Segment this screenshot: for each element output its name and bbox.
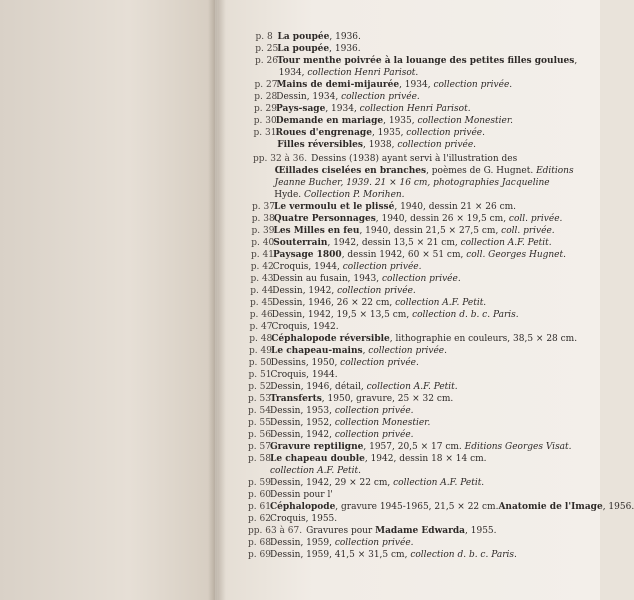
collection-note: collection d. b. c. Paris. bbox=[412, 310, 519, 320]
list-item bbox=[252, 226, 555, 237]
list-item bbox=[248, 550, 517, 561]
work-title: Gravure reptiligne bbox=[270, 442, 364, 452]
page-number: p. 38 bbox=[251, 214, 275, 224]
collection-note: collection Henri Parisot. bbox=[359, 104, 471, 114]
work-details: , dessin 1942, 60 × 51 cm, bbox=[341, 250, 467, 260]
list-item bbox=[253, 154, 517, 165]
work-details: , 1940, dessin 21 × 26 cm. bbox=[394, 202, 517, 212]
work-details: Dessin, 1946, détail, bbox=[270, 382, 367, 392]
collection-note: collection privée. bbox=[433, 80, 513, 90]
work-details: , 1956. bbox=[602, 502, 634, 512]
page-number: p. 44 bbox=[250, 286, 274, 296]
list-item bbox=[252, 202, 516, 213]
page-number: p. 49 bbox=[249, 346, 272, 356]
work-details: Croquis, 1942. bbox=[271, 322, 339, 332]
work-details: Dessin, 1953, bbox=[270, 406, 335, 416]
list-item bbox=[254, 104, 471, 115]
work-title: Céphalopode bbox=[270, 502, 336, 512]
page-number: p. 62 bbox=[248, 514, 271, 524]
work-details: , 1942, dessin 18 × 14 cm. bbox=[364, 454, 487, 464]
list-item bbox=[248, 538, 414, 549]
work-details: , 1934, bbox=[399, 80, 434, 90]
list-item bbox=[255, 56, 577, 67]
list-item bbox=[270, 466, 361, 477]
work-details: Dessin, 1942, bbox=[272, 286, 338, 296]
work-title: Filles réversibles bbox=[277, 140, 363, 150]
work-details: Dessin, 1942, 19,5 × 13,5 cm, bbox=[271, 310, 413, 320]
page-number: p. 53 bbox=[248, 394, 271, 404]
list-item bbox=[256, 32, 361, 43]
work-details: , poèmes de G. Hugnet. bbox=[426, 166, 537, 176]
work-title: Œillades ciselées en branches bbox=[274, 166, 427, 176]
collection-note: Collection P. Morihen. bbox=[304, 190, 405, 200]
list-item bbox=[254, 116, 513, 127]
work-details: Dessins, 1950, bbox=[270, 358, 341, 368]
collection-note: collection Monestier. bbox=[334, 418, 431, 428]
work-details: Dessin, 1952, bbox=[270, 418, 335, 428]
list-item bbox=[250, 298, 486, 309]
page-number: p. 48 bbox=[249, 334, 273, 344]
work-title: Tour menthe poivrée à la louange des petites filles goulues bbox=[277, 56, 575, 66]
list-item bbox=[251, 262, 422, 273]
work-title: Le chapeau double bbox=[270, 454, 365, 464]
list-item bbox=[251, 238, 551, 249]
collection-note: coll. privée. bbox=[508, 214, 563, 224]
list-item bbox=[248, 394, 453, 405]
list-item bbox=[254, 128, 486, 139]
work-title: La poupée bbox=[277, 44, 330, 54]
work-details: , 1935, bbox=[383, 116, 418, 126]
work-details: , 1936. bbox=[329, 44, 361, 54]
list-item bbox=[255, 80, 513, 91]
list-item bbox=[248, 478, 484, 489]
work-details: Croquis, 1944. bbox=[270, 370, 338, 380]
work-details: 1934, bbox=[278, 68, 308, 78]
list-item bbox=[248, 430, 414, 441]
work-details: , gravure 1945-1965, 21,5 × 22 cm. bbox=[335, 502, 499, 512]
list-item bbox=[275, 166, 574, 177]
page-number: p. 52 bbox=[248, 382, 272, 392]
work-details: Dessin, 1959, bbox=[270, 538, 335, 548]
list-item bbox=[279, 68, 419, 79]
list-of-illustrations bbox=[248, 0, 634, 600]
work-title: Souterrain bbox=[273, 238, 328, 248]
work-title: Mains de demi-mijaurée bbox=[276, 80, 400, 90]
work-details: Dessin, 1934, bbox=[276, 92, 342, 102]
page-number: p. 27 bbox=[254, 80, 278, 90]
list-item bbox=[250, 322, 339, 333]
work-details: Dessin, 1942, 29 × 22 cm, bbox=[270, 478, 394, 488]
list-item bbox=[248, 514, 337, 525]
page-number: p. 41 bbox=[251, 250, 274, 260]
collection-note: collection privée. bbox=[342, 262, 422, 272]
list-item bbox=[249, 358, 419, 369]
page-number: p. 54 bbox=[248, 406, 271, 416]
list-item bbox=[252, 214, 563, 225]
list-item bbox=[274, 190, 404, 201]
collection-note: collection privée. bbox=[337, 286, 416, 296]
work-title: Paysage 1800 bbox=[273, 250, 342, 260]
page-number: p. 60 bbox=[248, 490, 271, 500]
work-details: Dessin, 1946, 26 × 22 cm, bbox=[272, 298, 396, 308]
work-details: , 1940, dessin 21,5 × 27,5 cm, bbox=[359, 226, 502, 236]
page-number: p. 59 bbox=[248, 478, 271, 488]
collection-note: collection A.F. Petit. bbox=[395, 298, 487, 308]
page-number: p. 8 bbox=[255, 32, 273, 42]
list-item bbox=[255, 44, 360, 55]
work-details: , lithographie en couleurs, 38,5 × 28 cm. bbox=[389, 334, 578, 344]
page-number: pp. 63 à 67. bbox=[248, 526, 303, 536]
collection-note: collection Henri Parisot. bbox=[307, 68, 419, 78]
list-item bbox=[248, 418, 430, 429]
collection-note: Editions Georges Visat. bbox=[464, 442, 572, 452]
page-number: p. 56 bbox=[248, 430, 271, 440]
work-details: , 1935, bbox=[371, 128, 407, 138]
collection-note: collection A.F. Petit. bbox=[270, 466, 362, 476]
page-number: p. 42 bbox=[250, 262, 274, 272]
work-details: , 1936. bbox=[329, 32, 361, 42]
page-number: p. 61 bbox=[248, 502, 271, 512]
page-number: p. 47 bbox=[249, 322, 273, 332]
work-title: Pays-sage bbox=[276, 104, 326, 114]
list-item bbox=[277, 140, 476, 151]
work-details: Croquis, 1944, bbox=[272, 262, 343, 272]
work-details: , 1940, dessin 26 × 19,5 cm, bbox=[375, 214, 509, 224]
list-item bbox=[248, 442, 572, 453]
list-item bbox=[275, 178, 550, 189]
page-number: p. 45 bbox=[250, 298, 273, 308]
work-title: Anatomie de l'Image bbox=[498, 502, 603, 512]
work-details: Dessin au fusain, 1943, bbox=[272, 274, 382, 284]
page-number: p. 69 bbox=[248, 550, 271, 560]
work-title: Transferts bbox=[270, 394, 322, 404]
collection-note: collection d. b. c. Paris. bbox=[410, 550, 517, 560]
page-number: p. 58 bbox=[248, 454, 271, 464]
page-number: p. 43 bbox=[250, 274, 274, 284]
work-details: Dessin pour l' bbox=[270, 490, 333, 500]
collection-note: collection A.F. Petit. bbox=[460, 238, 552, 248]
collection-note: collection privée. bbox=[341, 92, 420, 102]
page-number: p. 39 bbox=[251, 226, 275, 236]
list-item bbox=[249, 334, 577, 345]
list-item bbox=[248, 526, 497, 537]
collection-note: collection A.F. Petit. bbox=[393, 478, 485, 488]
work-details: Hyde. bbox=[274, 190, 304, 200]
collection-note: collection privée. bbox=[334, 538, 414, 548]
collection-note: Jeanne Bucher, 1939. 21 × 16 cm, photographies Jacqueline bbox=[274, 178, 550, 188]
page-number: p. 30 bbox=[253, 116, 277, 126]
page-number: p. 29 bbox=[254, 104, 277, 114]
work-details: , 1955. bbox=[465, 526, 497, 536]
work-title: La poupée bbox=[277, 32, 330, 42]
work-details: , 1957, 20,5 × 17 cm. bbox=[363, 442, 465, 452]
collection-note: collection privée. bbox=[406, 128, 485, 138]
page-number: p. 55 bbox=[248, 418, 271, 428]
page-number: p. 68 bbox=[248, 538, 271, 548]
work-details: , 1950, gravure, 25 × 32 cm. bbox=[321, 394, 454, 404]
work-details: Croquis, 1955. bbox=[270, 514, 338, 524]
work-title: Quatre Personnages bbox=[273, 214, 376, 224]
collection-note: coll. Georges Hugnet. bbox=[466, 250, 566, 260]
page-number: p. 25 bbox=[255, 44, 279, 54]
list-item bbox=[248, 490, 333, 501]
page-number: p. 31 bbox=[253, 128, 277, 138]
collection-note: collection privée. bbox=[340, 358, 419, 368]
collection-note: Editions bbox=[536, 166, 574, 176]
work-title: Le chapeau-mains bbox=[271, 346, 363, 356]
list-item bbox=[250, 286, 416, 297]
page-number: p. 28 bbox=[254, 92, 278, 102]
list-item bbox=[248, 382, 457, 393]
list-item bbox=[248, 502, 634, 513]
page-number: p. 26 bbox=[255, 56, 278, 66]
work-title: Les Milles en feu bbox=[273, 226, 360, 236]
list-item bbox=[248, 406, 414, 417]
work-details: Dessin, 1959, 41,5 × 31,5 cm, bbox=[270, 550, 411, 560]
list-item bbox=[251, 250, 566, 261]
work-details: , 1934, bbox=[325, 104, 360, 114]
list-item bbox=[249, 370, 338, 381]
work-details: Dessins (1938) ayant servi à l'illustration des bbox=[311, 154, 518, 164]
work-details: , bbox=[362, 346, 369, 356]
page-number: pp. 32 à 36. bbox=[253, 154, 308, 164]
list-item bbox=[248, 454, 487, 465]
collection-note: collection privée. bbox=[381, 274, 461, 284]
work-title: Céphalopode réversible bbox=[271, 334, 390, 344]
list-item bbox=[249, 346, 447, 357]
collection-note: collection privée. bbox=[334, 406, 414, 416]
collection-note: collection privée. bbox=[368, 346, 447, 356]
work-title: Demande en mariage bbox=[275, 116, 384, 126]
list-item bbox=[250, 310, 519, 321]
collection-note: collection privée. bbox=[397, 140, 477, 150]
page-number: p. 51 bbox=[248, 370, 272, 380]
work-title: Roues d'engrenage bbox=[275, 128, 372, 138]
work-details: Gravures pour bbox=[306, 526, 376, 536]
work-details: , 1942, dessin 13,5 × 21 cm, bbox=[327, 238, 461, 248]
page-number: p. 50 bbox=[248, 358, 272, 368]
page-number: p. 57 bbox=[248, 442, 271, 452]
left-page bbox=[0, 0, 215, 600]
page-number: p. 46 bbox=[249, 310, 273, 320]
work-details: Dessin, 1942, bbox=[270, 430, 335, 440]
book-gutter bbox=[208, 0, 226, 600]
collection-note: collection A.F. Petit. bbox=[366, 382, 458, 392]
list-item bbox=[251, 274, 461, 285]
list-item bbox=[254, 92, 420, 103]
work-title: Madame Edwarda bbox=[375, 526, 466, 536]
page-number: p. 37 bbox=[252, 202, 275, 212]
collection-note: coll. privée. bbox=[501, 226, 555, 236]
work-details: , 1938, bbox=[362, 140, 398, 150]
work-title: Le vermoulu et le plissé bbox=[274, 202, 395, 212]
work-details: , bbox=[574, 56, 578, 66]
collection-note: collection Monestier. bbox=[417, 116, 513, 126]
collection-note: collection privée. bbox=[334, 430, 414, 440]
page-number: p. 40 bbox=[251, 238, 275, 248]
